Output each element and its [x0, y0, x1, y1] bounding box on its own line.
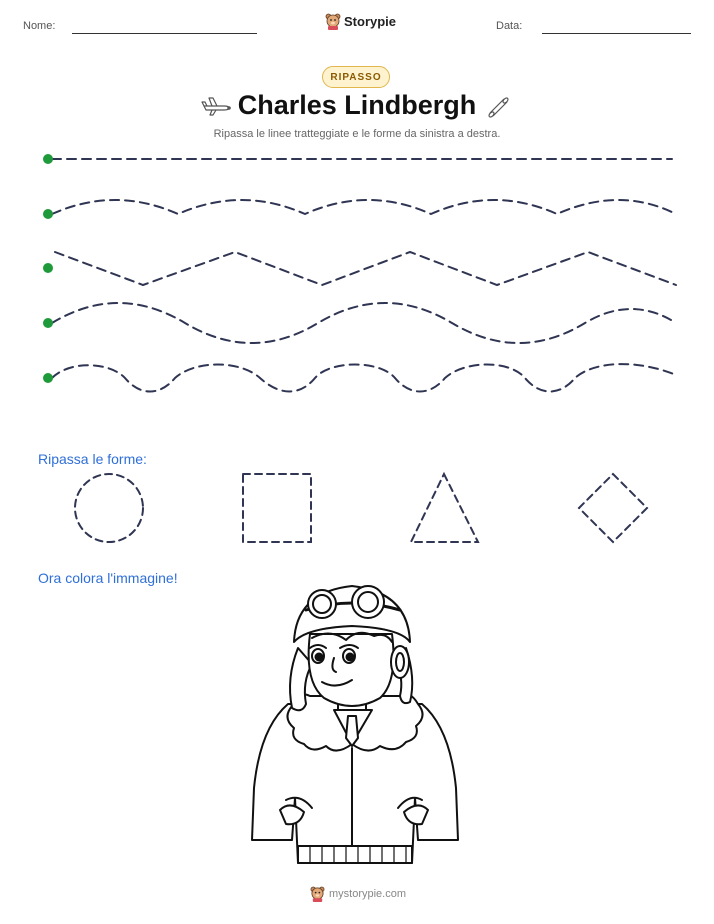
review-badge: RIPASSO: [322, 66, 390, 88]
date-label: Data:: [496, 20, 523, 32]
brand-logo: [325, 13, 396, 30]
start-dot-3: [43, 263, 53, 273]
aviator-coloring-illustration: [240, 578, 470, 870]
bear-logo-icon: [310, 886, 325, 902]
coloring-heading: Ora colora l'immagine!: [38, 570, 178, 586]
tracing-line-wave-1: [52, 200, 676, 214]
tracing-line-wave-2: [52, 303, 676, 343]
dashed-square: [243, 474, 311, 542]
dashed-diamond: [579, 474, 647, 542]
name-line[interactable]: [72, 33, 257, 34]
start-dot-5: [43, 373, 53, 383]
tracing-lines: [0, 140, 714, 400]
shapes-heading: Ripassa le forme:: [38, 451, 147, 467]
tracing-shapes: [0, 465, 714, 555]
name-label: Nome:: [23, 20, 56, 32]
footer-url[interactable]: mystorypie.com: [329, 888, 407, 900]
start-dot-1: [43, 154, 53, 164]
dashed-triangle: [411, 474, 478, 542]
tracing-line-wave-3: [52, 364, 676, 391]
tracing-line-zigzag: [55, 252, 676, 285]
start-dot-4: [43, 318, 53, 328]
start-dot-2: [43, 209, 53, 219]
date-line[interactable]: [542, 33, 691, 34]
instructions-subtitle: Ripassa le linee tratteggiate e le forme da sinistra a destra.: [213, 128, 501, 140]
brand-name: Storypie: [344, 14, 397, 29]
bear-logo-icon: [325, 13, 341, 30]
dashed-circle: [75, 474, 143, 542]
footer: [310, 886, 406, 902]
page-title: Charles Lindbergh: [237, 90, 477, 120]
scroll-icon: [484, 95, 512, 119]
